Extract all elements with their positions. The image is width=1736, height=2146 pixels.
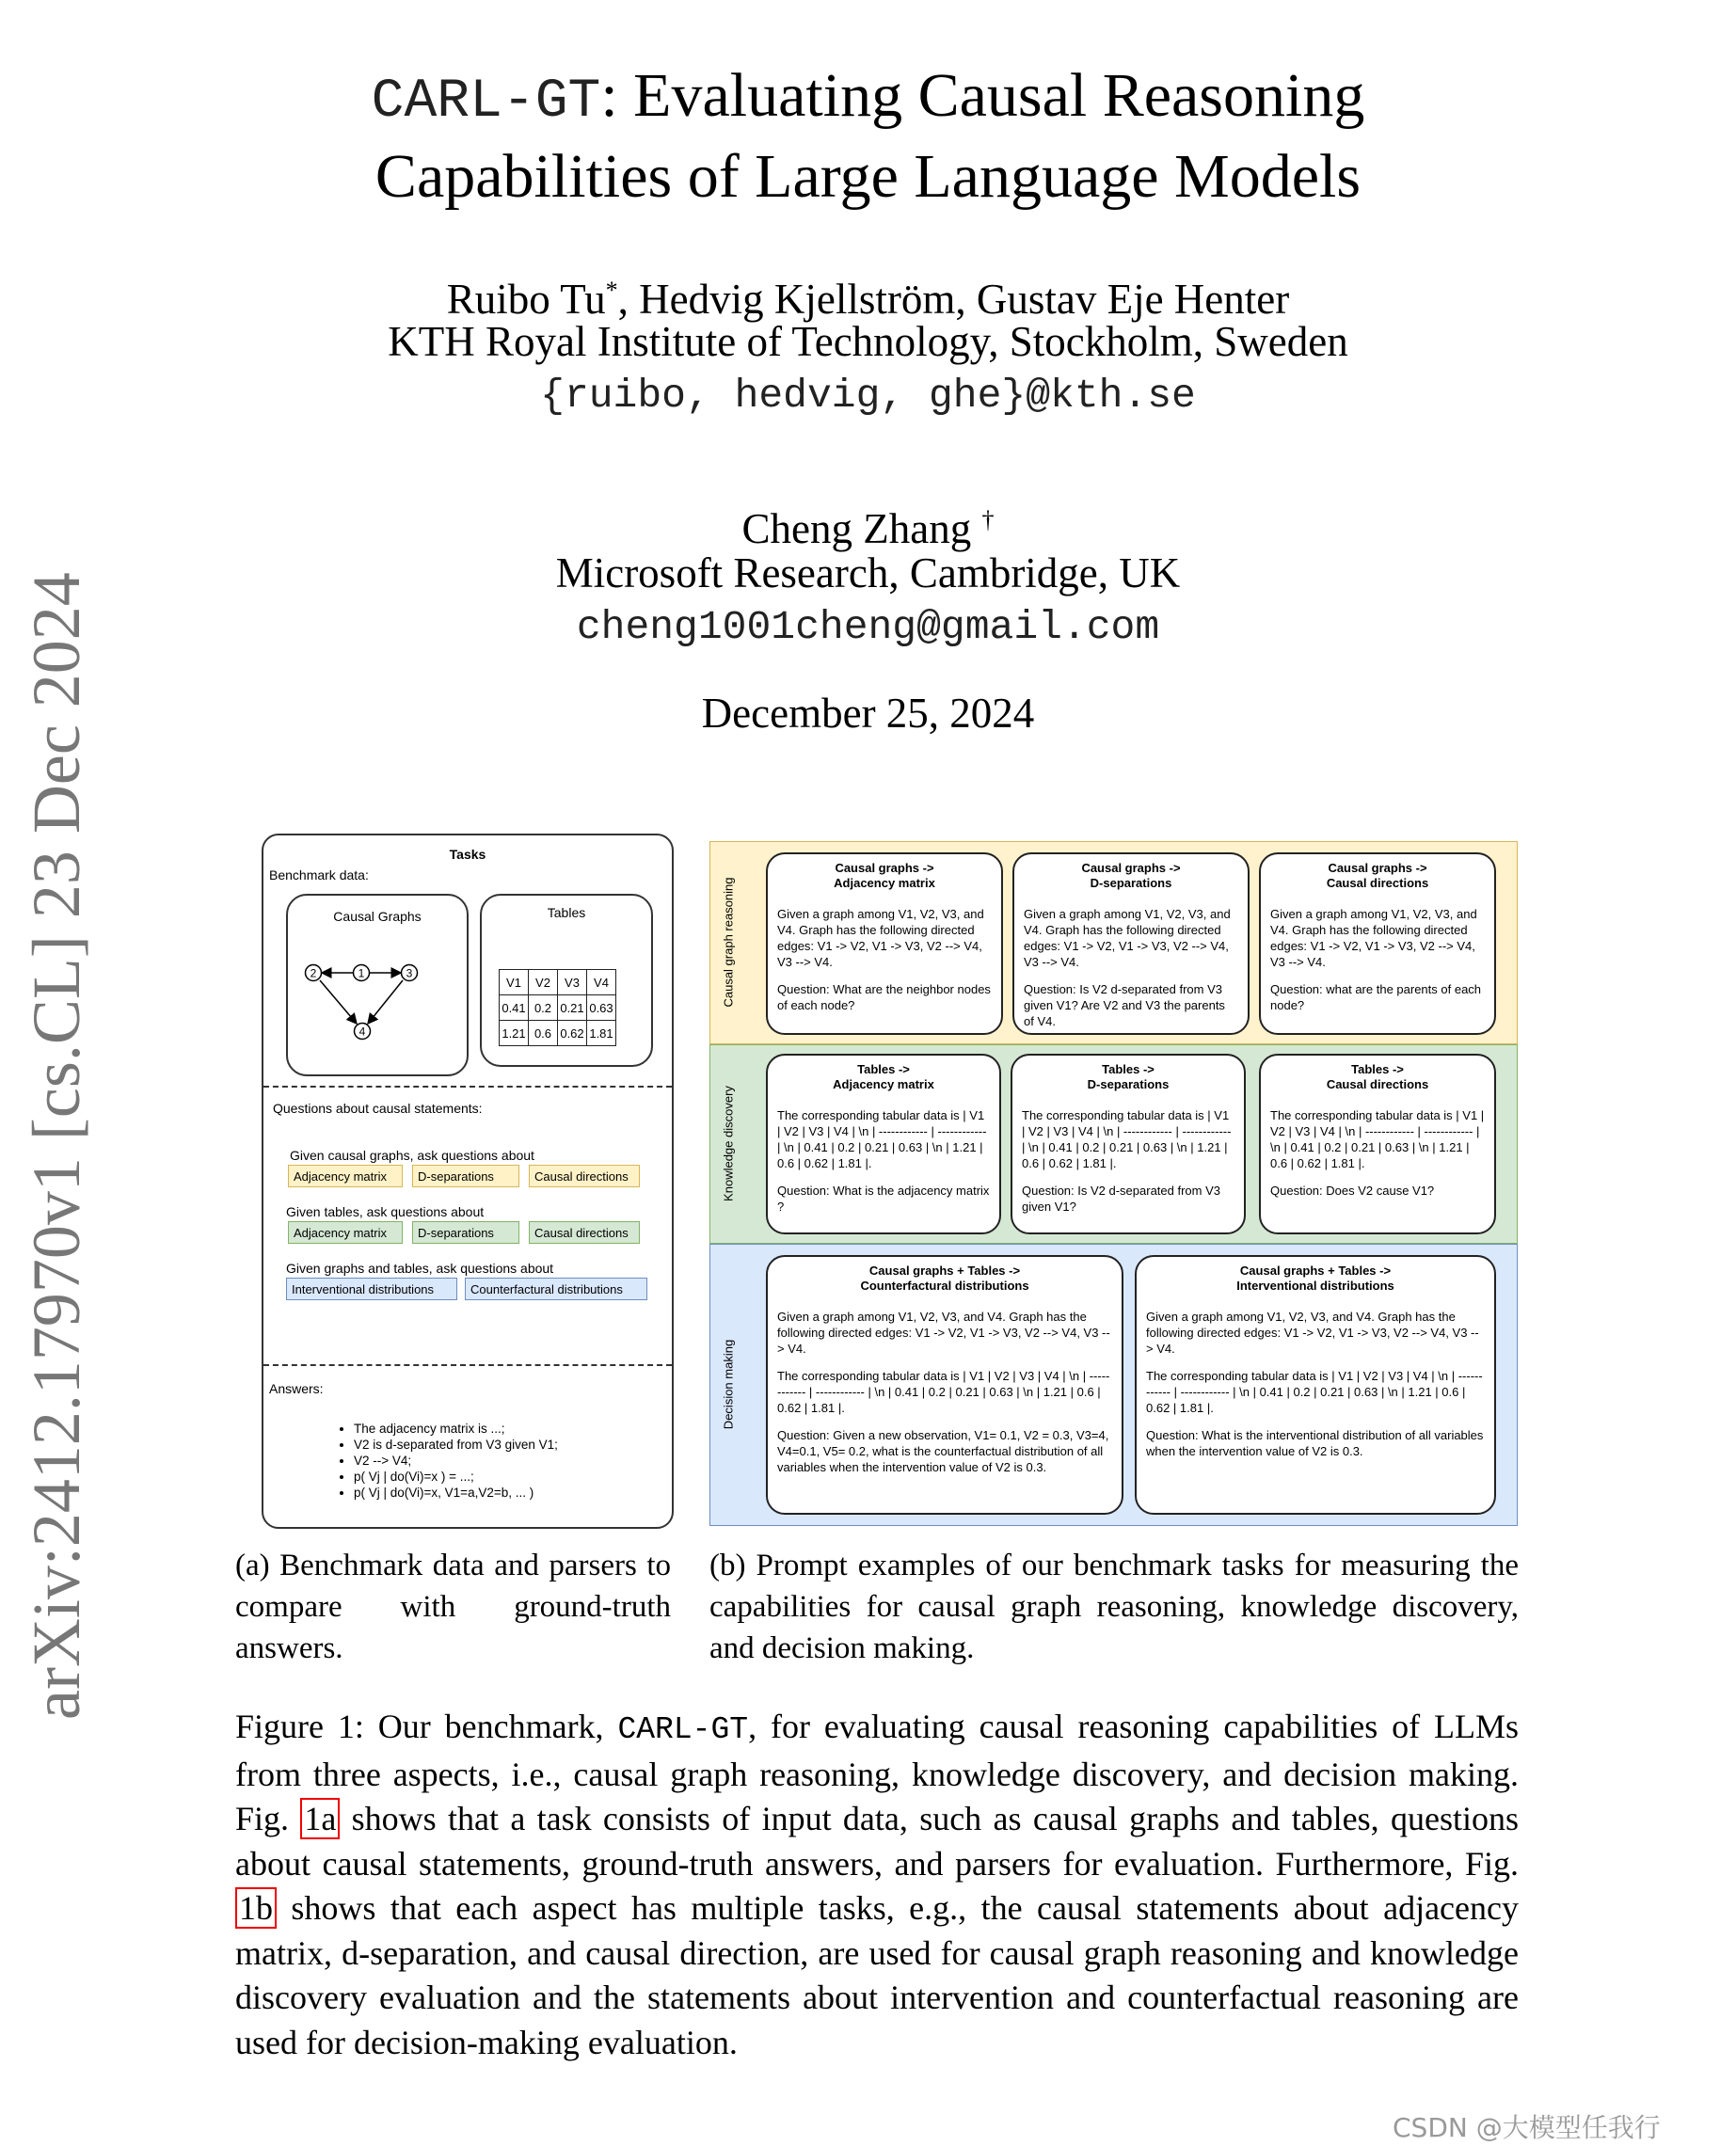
email-msr[interactable]: cheng1001cheng@gmail.com bbox=[576, 604, 1160, 650]
card-text: The corresponding tabular data is | V1 | V2 | V3 | V4 | \n | ------------ | ------------ | \n | 0.41 | 0.2 | 0.21 | 0.63 | \n | 1.21 | 0.6 | 0.62 | 1.81 |. bbox=[1146, 1369, 1483, 1415]
chip-counterfactural-distributions: Counterfactural distributions bbox=[465, 1278, 647, 1300]
table-cell: 0.6 bbox=[529, 1021, 558, 1046]
card-question: Question: what are the parents of each node? bbox=[1270, 982, 1482, 1012]
divider bbox=[263, 1086, 672, 1088]
card-text: The corresponding tabular data is | V1 | V2 | V3 | V4 | \n | ------------ | ------------ | \n | 0.41 | 0.2 | 0.21 | 0.63 | \n | 1.21 | 0.6 | 0.62 | 1.81 |. bbox=[777, 1108, 987, 1170]
node-1 bbox=[354, 965, 370, 981]
list-item: • p( Vj | do(Vi)=x, V1=a,V2=b, ... ) bbox=[354, 1485, 558, 1501]
tables-box bbox=[480, 894, 653, 1067]
card-question: Question: What is the interventional distribution of all variables when the intervention value of V2 is 0.3. bbox=[1146, 1428, 1484, 1458]
q2-label: Given tables, ask questions about bbox=[286, 1204, 485, 1219]
card-tables-dseparations bbox=[1011, 1054, 1246, 1234]
svg-text:4: 4 bbox=[358, 1025, 366, 1039]
card-question: Question: Given a new observation, V1= 0.1, V2 = 0.3, V3=4, V4=0.1, V5= 0.2, what is the counterfactual distribution of all variables when the intervention value of V2 is 0.3. bbox=[777, 1428, 1109, 1474]
paper-date: December 25, 2024 bbox=[701, 690, 1035, 737]
list-item: • The adjacency matrix is ...; bbox=[354, 1421, 558, 1437]
authors-rest: , Hedvig Kjellström, Gustav Eje Henter bbox=[617, 276, 1290, 323]
figure-ref-1b[interactable]: 1b bbox=[235, 1887, 277, 1929]
card-text: Given a graph among V1, V2, V3, and V4. Graph has the following directed edges: V1 -> V2, V1 -> V3, V2 --> V4, V3 --> V4. bbox=[1024, 907, 1231, 969]
list-item: • V2 --> V4; bbox=[354, 1453, 558, 1469]
chip-adjacency-matrix: Adjacency matrix bbox=[288, 1221, 403, 1244]
card-text: Given a graph among V1, V2, V3, and V4. Graph has the following directed edges: V1 -> V2, V1 -> V3, V2 --> V4, V3 --> V4. bbox=[777, 1310, 1110, 1356]
card-text: Given a graph among V1, V2, V3, and V4. Graph has the following directed edges: V1 -> V2, V1 -> V3, V2 --> V4, V3 --> V4. bbox=[777, 907, 984, 969]
table-cell: 1.21 bbox=[500, 1021, 529, 1046]
caption-text: shows that each aspect has multiple tasks, e.g., the causal statements about adjacency matrix, d-separation, and causal direction, are used for causal graph reasoning and knowledge discovery evaluation and the statements about intervention and counterfactual reasoning are used for decision-making evaluation. bbox=[235, 1889, 1519, 2061]
edge-2-4 bbox=[320, 980, 357, 1024]
answers-list bbox=[335, 1421, 558, 1501]
answers-label: Answers: bbox=[269, 1381, 324, 1396]
edge-3-4 bbox=[368, 980, 403, 1024]
card-title: Tables -> Adjacency matrix bbox=[833, 1062, 934, 1091]
table-cell: 0.21 bbox=[558, 995, 587, 1021]
caption-mono: CARL-GT bbox=[617, 1712, 749, 1747]
card-text: Given a graph among V1, V2, V3, and V4. Graph has the following directed edges: V1 -> V2, V1 -> V3, V2 --> V4, V3 --> V4. bbox=[1146, 1310, 1479, 1356]
chip-causal-directions: Causal directions bbox=[529, 1165, 640, 1187]
chip-interventional-distributions: Interventional distributions bbox=[286, 1278, 457, 1300]
card-graphs-adjacency bbox=[766, 852, 1003, 1035]
card-question: Question: What is the adjacency matrix ? bbox=[777, 1184, 990, 1214]
card-question: Question: Is V2 d-separated from V3 given V1? Are V2 and V3 the parents of V4. bbox=[1024, 982, 1225, 1028]
caption-text: , for evaluating causal reasoning capabilities of LLMs from three aspects, i.e., causal graph reasoning, knowledge discovery, and decision making. Fig. bbox=[235, 1708, 1520, 1837]
arxiv-identifier: arXiv:2412.17970v1 [cs.CL] 23 Dec 2024 bbox=[19, 572, 94, 1720]
card-title: Causal graphs -> Adjacency matrix bbox=[834, 861, 935, 890]
table-cell: 0.62 bbox=[558, 1021, 587, 1046]
table-row bbox=[500, 1021, 616, 1046]
band-label: Causal graph reasoning bbox=[721, 877, 736, 1008]
card-question: Question: Is V2 d-separated from V3 given V1? bbox=[1022, 1184, 1220, 1214]
email-kth[interactable]: {ruibo, hedvig, ghe}@kth.se bbox=[540, 373, 1196, 419]
affiliation-kth: KTH Royal Institute of Technology, Stockholm, Sweden bbox=[388, 318, 1348, 365]
node-4 bbox=[355, 1024, 371, 1040]
chip-adjacency-matrix: Adjacency matrix bbox=[288, 1165, 403, 1187]
author-second bbox=[0, 495, 1736, 554]
questions-label: Questions about causal statements: bbox=[273, 1101, 483, 1116]
affiliation-msr: Microsoft Research, Cambridge, UK bbox=[555, 549, 1181, 596]
card-text: The corresponding tabular data is | V1 | V2 | V3 | V4 | \n | ------------ | ------------ | \n | 0.41 | 0.2 | 0.21 | 0.63 | \n | 1.21 | 0.6 | 0.62 | 1.81 |. bbox=[1270, 1108, 1485, 1170]
card-title: Causal graphs -> D-separations bbox=[1081, 861, 1181, 890]
band-label: Decision making bbox=[721, 1339, 736, 1430]
causal-graphs-label: Causal Graphs bbox=[333, 909, 422, 924]
card-title: Causal graphs -> Causal directions bbox=[1326, 861, 1429, 890]
causal-graphs-box bbox=[286, 894, 469, 1076]
chip-d-separations: D-separations bbox=[412, 1165, 519, 1187]
svg-text:3: 3 bbox=[406, 966, 413, 980]
table-row bbox=[500, 995, 616, 1021]
card-interventional bbox=[1135, 1255, 1496, 1515]
q1-label: Given causal graphs, ask questions about bbox=[290, 1148, 534, 1163]
figure-a-title: Tasks bbox=[449, 847, 486, 862]
card-tables-directions bbox=[1259, 1054, 1496, 1234]
card-question: Question: What are the neighbor nodes of each node? bbox=[777, 982, 991, 1012]
title-mono: CARL-GT bbox=[371, 72, 601, 133]
caption-a: (a) Benchmark data and parsers to compare with ground-truth answers. bbox=[235, 1549, 671, 1665]
causal-graph-diagram bbox=[288, 896, 467, 1074]
table-cell: V4 bbox=[587, 970, 616, 995]
card-question: Question: Does V2 cause V1? bbox=[1270, 1184, 1435, 1198]
caption-b: (b) Prompt examples of our benchmark tasks for measuring the capabilities for causal graph reasoning, knowledge discovery, and decision making. bbox=[709, 1549, 1519, 1665]
table-cell: 0.2 bbox=[529, 995, 558, 1021]
author2-name: Cheng Zhang bbox=[741, 505, 972, 552]
tables-label: Tables bbox=[547, 905, 586, 920]
figure-a-tasks bbox=[262, 834, 674, 1529]
card-text: The corresponding tabular data is | V1 | V2 | V3 | V4 | \n | ------------ | ------------ | \n | 0.41 | 0.2 | 0.21 | 0.63 | \n | 1.21 | 0.6 | 0.62 | 1.81 |. bbox=[1022, 1108, 1232, 1170]
table-cell: 1.81 bbox=[587, 1021, 616, 1046]
figure-caption bbox=[235, 1705, 1519, 2065]
caption-text: Figure 1: Our benchmark, bbox=[235, 1708, 618, 1745]
svg-text:2: 2 bbox=[310, 966, 317, 980]
q3-label: Given graphs and tables, ask questions about bbox=[286, 1261, 554, 1276]
node-3 bbox=[402, 965, 418, 981]
card-text: The corresponding tabular data is | V1 | V2 | V3 | V4 | \n | ------------ | ------------ | \n | 0.41 | 0.2 | 0.21 | 0.63 | \n | 1.21 | 0.6 | 0.62 | 1.81 |. bbox=[777, 1369, 1110, 1415]
card-title: Tables -> D-separations bbox=[1087, 1062, 1170, 1091]
figure-b-prompts bbox=[709, 841, 1518, 1526]
list-item: • V2 is d-separated from V3 given V1; bbox=[354, 1437, 558, 1453]
author2-mark: † bbox=[981, 506, 995, 533]
list-item: • p( Vj | do(Vi)=x ) = ...; bbox=[354, 1469, 558, 1485]
table-cell: 0.41 bbox=[500, 995, 529, 1021]
paper-title-line1 bbox=[0, 56, 1736, 142]
chip-causal-directions: Causal directions bbox=[529, 1221, 640, 1244]
card-text: Given a graph among V1, V2, V3, and V4. Graph has the following directed edges: V1 -> V2, V1 -> V3, V2 --> V4, V3 --> V4. bbox=[1270, 907, 1477, 969]
band-label: Knowledge discovery bbox=[721, 1086, 736, 1201]
card-title: Causal graphs + Tables -> Counterfactural distributions bbox=[860, 1264, 1029, 1293]
node-2 bbox=[306, 965, 322, 981]
card-title: Tables -> Causal directions bbox=[1326, 1062, 1429, 1091]
divider bbox=[263, 1364, 672, 1366]
watermark: CSDN @大模型任我行 bbox=[1393, 2112, 1661, 2143]
table-cell: 0.63 bbox=[587, 995, 616, 1021]
title-rest: : Evaluating Causal Reasoning bbox=[600, 61, 1365, 130]
card-graphs-directions bbox=[1259, 852, 1496, 1035]
chip-d-separations: D-separations bbox=[412, 1221, 519, 1244]
svg-text:1: 1 bbox=[358, 966, 365, 980]
author-mark: * bbox=[605, 277, 618, 304]
table-cell: V3 bbox=[558, 970, 587, 995]
table-header-row bbox=[500, 970, 616, 995]
caption-text: shows that a task consists of input data, such as causal graphs and tables, questions about causal statements, ground-truth answers, and parsers for evaluation. Furthermore, Fig. bbox=[235, 1800, 1519, 1883]
figure-ref-1a[interactable]: 1a bbox=[300, 1798, 340, 1839]
table-cell: V2 bbox=[529, 970, 558, 995]
card-counterfactural bbox=[766, 1255, 1123, 1515]
paper-title-line2: Capabilities of Large Language Models bbox=[374, 142, 1362, 211]
sample-data-table bbox=[499, 969, 616, 1046]
card-graphs-dseparations bbox=[1012, 852, 1250, 1035]
card-title: Causal graphs + Tables -> Interventional distributions bbox=[1236, 1264, 1394, 1293]
benchmark-data-label: Benchmark data: bbox=[269, 867, 369, 882]
author-first: Ruibo Tu bbox=[446, 276, 606, 323]
card-tables-adjacency bbox=[766, 1054, 1001, 1234]
table-cell: V1 bbox=[500, 970, 529, 995]
